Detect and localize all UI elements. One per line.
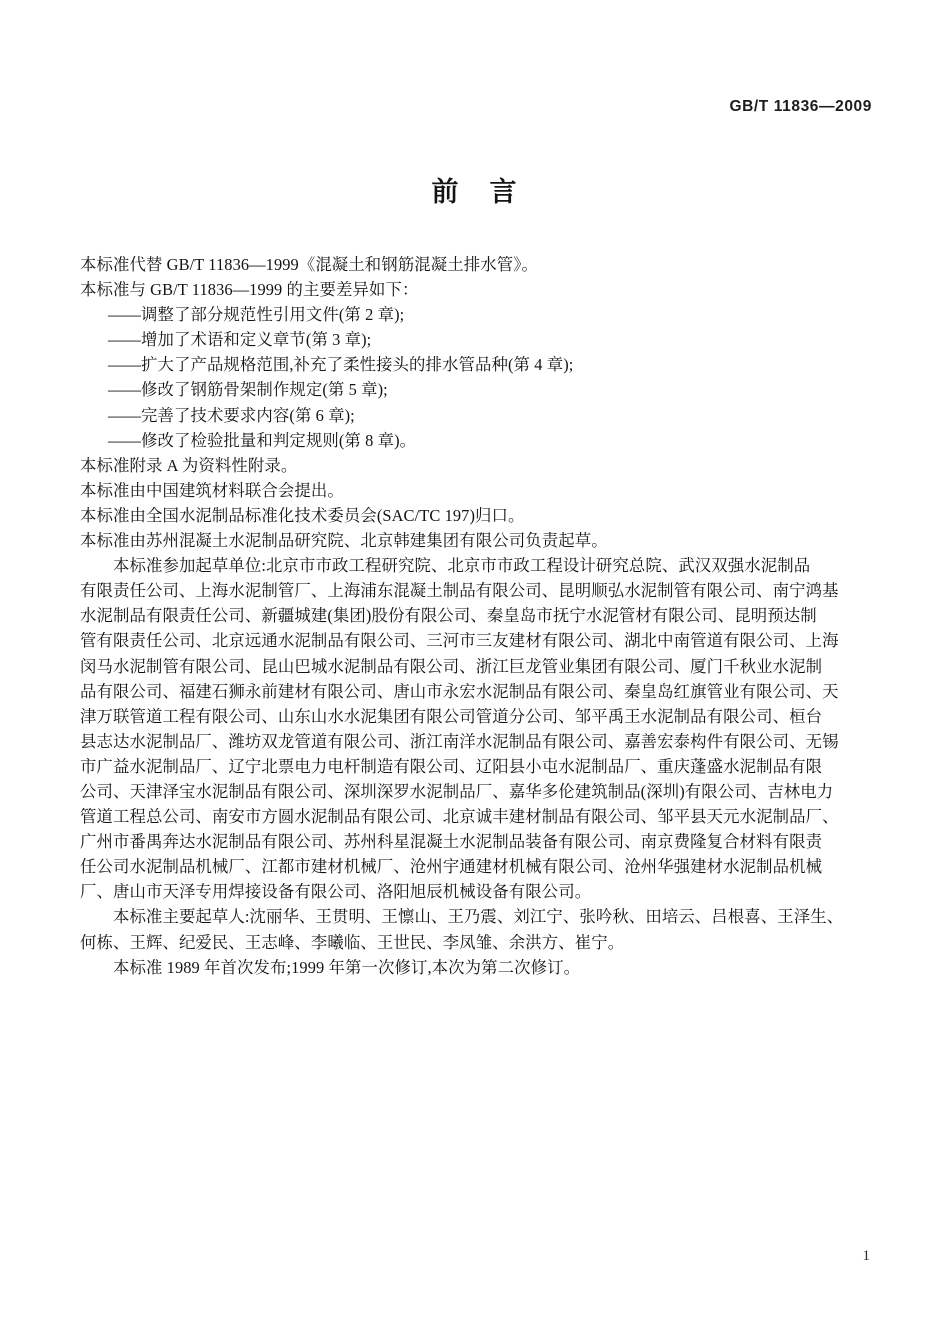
- participants-line: 县志达水泥制品厂、潍坊双龙管道有限公司、浙江南洋水泥制品有限公司、嘉善宏泰构件有限公司、无锡: [80, 731, 839, 751]
- participants-line: 广州市番禺奔达水泥制品有限公司、苏州科星混凝土水泥制品装备有限公司、南京费隆复合材料有限责: [80, 832, 823, 852]
- change-list-item: ——修改了钢筋骨架制作规定(第 5 章);: [108, 380, 388, 400]
- participating-units-paragraph: [80, 553, 870, 904]
- revision-history-paragraph: [80, 955, 870, 980]
- drafters-line: 何栋、王辉、纪爱民、王志峰、李曦临、王世民、李凤雏、余洪方、崔宁。: [80, 932, 625, 952]
- participants-line: 市广益水泥制品厂、辽宁北票电力电杆制造有限公司、辽阳县小屯水泥制品厂、重庆蓬盛水泥制品有限: [80, 756, 823, 776]
- change-list-item: ——扩大了产品规格范围,补充了柔性接头的排水管品种(第 4 章);: [108, 355, 574, 375]
- foreword-statements: [80, 453, 870, 553]
- change-list-item: ——修改了检验批量和判定规则(第 8 章)。: [108, 430, 417, 450]
- foreword-body: [80, 252, 870, 980]
- participants-line: 管有限责任公司、北京远通水泥制品有限公司、三河市三友建材有限公司、湖北中南管道有限公司、上海: [80, 631, 839, 651]
- change-list-item: ——完善了技术要求内容(第 6 章);: [108, 405, 355, 425]
- statement-line: 本标准由中国建筑材料联合会提出。: [80, 480, 344, 500]
- foreword-changes-list: [80, 302, 870, 453]
- revision-line: 本标准 1989 年首次发布;1999 年第一次修订,本次为第二次修订。: [80, 957, 581, 977]
- page-number: 1: [862, 1248, 870, 1264]
- statement-line: 本标准由苏州混凝土水泥制品研究院、北京韩建集团有限公司负责起草。: [80, 531, 608, 551]
- participants-line: 有限责任公司、上海水泥制管厂、上海浦东混凝土制品有限公司、昆明顺弘水泥制管有限公司、南宁鸿基: [80, 581, 839, 601]
- foreword-intro-line: 本标准代替 GB/T 11836—1999《混凝土和钢筋混凝土排水管》。: [80, 255, 538, 274]
- participants-line: 品有限公司、福建石狮永前建材有限公司、唐山市永宏水泥制品有限公司、秦皇岛红旗管业有限公司、天: [80, 681, 839, 701]
- participants-line: 水泥制品有限责任公司、新疆城建(集团)股份有限公司、秦皇岛市抚宁水泥管材有限公司、昆明预达制: [80, 606, 817, 626]
- page-title: 前 言: [431, 177, 519, 207]
- running-header-standard-number: GB/T 11836—2009: [729, 98, 872, 115]
- participants-line: 闵马水泥制管有限公司、昆山巴城水泥制品有限公司、浙江巨龙管业集团有限公司、厦门千秋业水泥制: [80, 656, 823, 676]
- participants-line: 津万联管道工程有限公司、山东山水水泥集团有限公司管道分公司、邹平禹王水泥制品有限公司、桓台: [80, 706, 823, 726]
- statement-line: 本标准由全国水泥制品标准化技术委员会(SAC/TC 197)归口。: [80, 505, 525, 525]
- participants-line: 任公司水泥制品机械厂、江都市建材机械厂、沧州宇通建材机械有限公司、沧州华强建材水泥制品机械: [80, 857, 823, 877]
- participants-line: 厂、唐山市天泽专用焊接设备有限公司、洛阳旭辰机械设备有限公司。: [80, 882, 592, 902]
- participants-line: 公司、天津泽宝水泥制品有限公司、深圳深罗水泥制品厂、嘉华多伦建筑制品(深圳)有限公司、吉林电力: [80, 781, 834, 801]
- participants-line: 本标准参加起草单位:北京市市政工程研究院、北京市市政工程设计研究总院、武汉双强水泥制品: [80, 556, 811, 576]
- change-list-item: ——调整了部分规范性引用文件(第 2 章);: [108, 305, 405, 325]
- foreword-intro: [80, 252, 870, 302]
- participants-line: 管道工程总公司、南安市方圆水泥制品有限公司、北京诚丰建材制品有限公司、邹平县天元水泥制品厂、: [80, 807, 839, 827]
- statement-line: 本标准附录 A 为资料性附录。: [80, 455, 298, 475]
- foreword-intro-line: 本标准与 GB/T 11836—1999 的主要差异如下：: [80, 280, 419, 300]
- drafters-line: 本标准主要起草人:沈丽华、王贯明、王懔山、王乃震、刘江宁、张吟秋、田培云、吕根喜、王泽生、: [80, 907, 844, 927]
- drafters-paragraph: [80, 904, 870, 954]
- change-list-item: ——增加了术语和定义章节(第 3 章);: [108, 330, 372, 350]
